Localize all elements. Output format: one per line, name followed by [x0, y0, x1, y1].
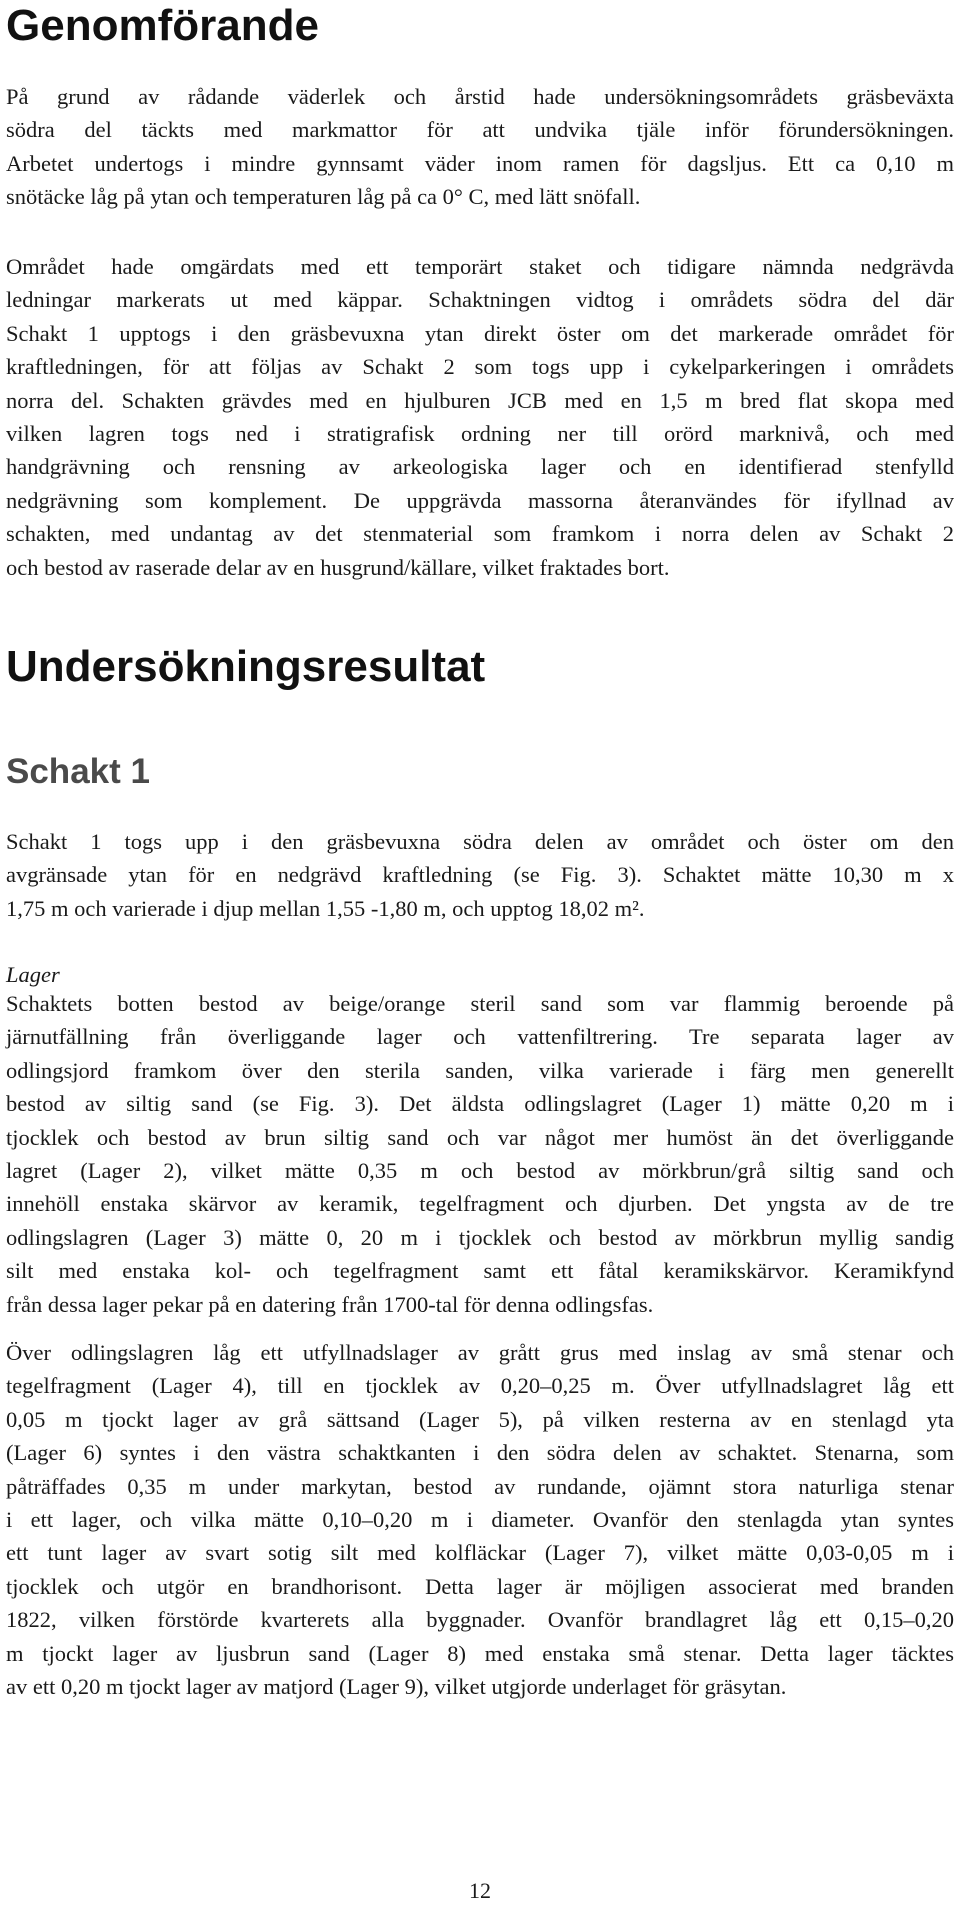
text-line: av ett 0,20 m tjockt lager av matjord (Lager 9), vilket utgjorde underlaget för gräsytan.	[6, 1674, 787, 1700]
text-line: och bestod av raserade delar av en husgrund/källare, vilket fraktades bort.	[6, 554, 670, 580]
text-line: lagret (Lager 2), vilket mätte 0,35 m och bestod av mörkbrun/grå siltig sand och	[6, 1158, 954, 1184]
paragraph-weather	[6, 80, 954, 214]
text-line: snötäcke låg på ytan och temperaturen låg på ca 0° C, med lätt snöfall.	[6, 184, 641, 210]
paragraph-schakt1-intro	[6, 825, 954, 925]
heading-undersokningsresultat: Undersökningsresultat	[6, 642, 486, 691]
text-line: i ett lager, och vilka mätte 0,10–0,20 m i diameter. Ovanför den stenlagda ytan syntes	[6, 1507, 954, 1533]
text-line: ledningar markerats ut med käppar. Schaktningen vidtog i områdets södra del där	[6, 287, 954, 313]
text-line: 1,75 m och varierade i djup mellan 1,55 -1,80 m, och upptog 18,02 m².	[6, 895, 645, 921]
paragraph-procedure	[6, 250, 954, 584]
text-line: Schaktets botten bestod av beige/orange steril sand som var flammig beroende på	[6, 991, 954, 1016]
text-line: m tjockt lager av ljusbrun sand (Lager 8) med enstaka små stenar. Detta lager täcktes	[6, 1640, 954, 1666]
text-line: Schakt 1 upptogs i den gräsbevuxna ytan direkt öster om det markerade området för	[6, 320, 954, 346]
text-line: 1822, vilken förstörde kvarterets alla byggnader. Ovanför brandlagret låg ett 0,15–0,20	[6, 1607, 954, 1633]
text-line: schakten, med undantag av det stenmaterial som framkom i norra delen av Schakt 2	[6, 521, 954, 547]
text-line: Arbetet undertogs i mindre gynnsamt väder inom ramen för dagsljus. Ett ca 0,10 m	[6, 150, 954, 176]
text-line: södra del täckts med markmattor för att undvika tjäle inför förundersökningen.	[6, 117, 954, 143]
text-line: odlingslagren (Lager 3) mätte 0, 20 m i tjocklek och bestod av mörkbrun myllig sandig	[6, 1224, 954, 1250]
text-line: (Lager 6) syntes i den västra schaktkanten i den södra delen av schaktet. Stenarna, som	[6, 1440, 954, 1466]
text-line: odlingsjord framkom över den sterila sanden, vilka varierade i färg men generellt	[6, 1057, 954, 1083]
text-line: vilken lagren togs ned i stratigrafisk ordning ner till orörd marknivå, och med	[6, 421, 954, 447]
text-line: avgränsade ytan för en nedgrävd kraftledning (se Fig. 3). Schaktet mätte 10,30 m x	[6, 862, 954, 888]
text-line: Schakt 1 togs upp i den gräsbevuxna södra delen av området och öster om den	[6, 829, 954, 854]
heading-genomforande: Genomförande	[6, 1, 319, 50]
text-line: tjocklek och utgör en brandhorisont. Detta lager är möjligen associerat med branden	[6, 1573, 954, 1599]
text-line: påträffades 0,35 m under markytan, bestod av rundande, ojämnt stora naturliga stenar	[6, 1473, 954, 1499]
text-line: innehöll enstaka skärvor av keramik, tegelfragment och djurben. Det yngsta av de tre	[6, 1191, 954, 1217]
text-line: från dessa lager pekar på en datering från 1700-tal för denna odlingsfas.	[6, 1291, 654, 1317]
text-line: Området hade omgärdats med ett temporärt staket och tidigare nämnda nedgrävda	[6, 254, 954, 279]
text-line: silt med enstaka kol- och tegelfragment samt ett fåtal keramikskärvor. Keramikfynd	[6, 1258, 954, 1284]
text-line: handgrävning och rensning av arkeologiska lager och en identifierad stenfylld	[6, 454, 954, 480]
text-line: tegelfragment (Lager 4), till en tjocklek av 0,20–0,25 m. Över utfyllnadslagret låg ett	[6, 1373, 954, 1399]
text-line: tjocklek och bestod av brun siltig sand och var något mer humöst än det överliggande	[6, 1124, 954, 1150]
text-line: Över odlingslagren låg ett utfyllnadslager av grått grus med inslag av små stenar och	[6, 1340, 954, 1365]
text-line: nedgrävning som komplement. De uppgrävda massorna återanvändes för ifyllnad av	[6, 487, 954, 513]
heading-schakt-1: Schakt 1	[6, 752, 150, 791]
text-line: kraftledningen, för att följas av Schakt 2 som togs upp i cykelparkeringen i områdets	[6, 354, 954, 380]
text-line: bestod av siltig sand (se Fig. 3). Det äldsta odlingslagret (Lager 1) mätte 0,20 m i	[6, 1091, 954, 1117]
paragraph-lager-layers	[6, 987, 954, 1321]
text-line: ett tunt lager av svart sotig silt med kolfläckar (Lager 7), vilket mätte 0,03-0,05 m i	[6, 1540, 954, 1566]
text-line: järnutfällning från överliggande lager och vattenfiltrering. Tre separata lager av	[6, 1024, 954, 1050]
text-line: 0,05 m tjockt lager av grå sättsand (Lager 5), på vilken resterna av en stenlagd yta	[6, 1406, 954, 1432]
page-number: 12	[469, 1878, 491, 1903]
text-line: På grund av rådande väderlek och årstid hade undersökningsområdets gräsbeväxta	[6, 84, 954, 109]
subheading-lager: Lager	[6, 962, 60, 987]
paragraph-upper-layers	[6, 1336, 954, 1703]
text-line: norra del. Schakten grävdes med en hjulburen JCB med en 1,5 m bred flat skopa med	[6, 387, 954, 413]
